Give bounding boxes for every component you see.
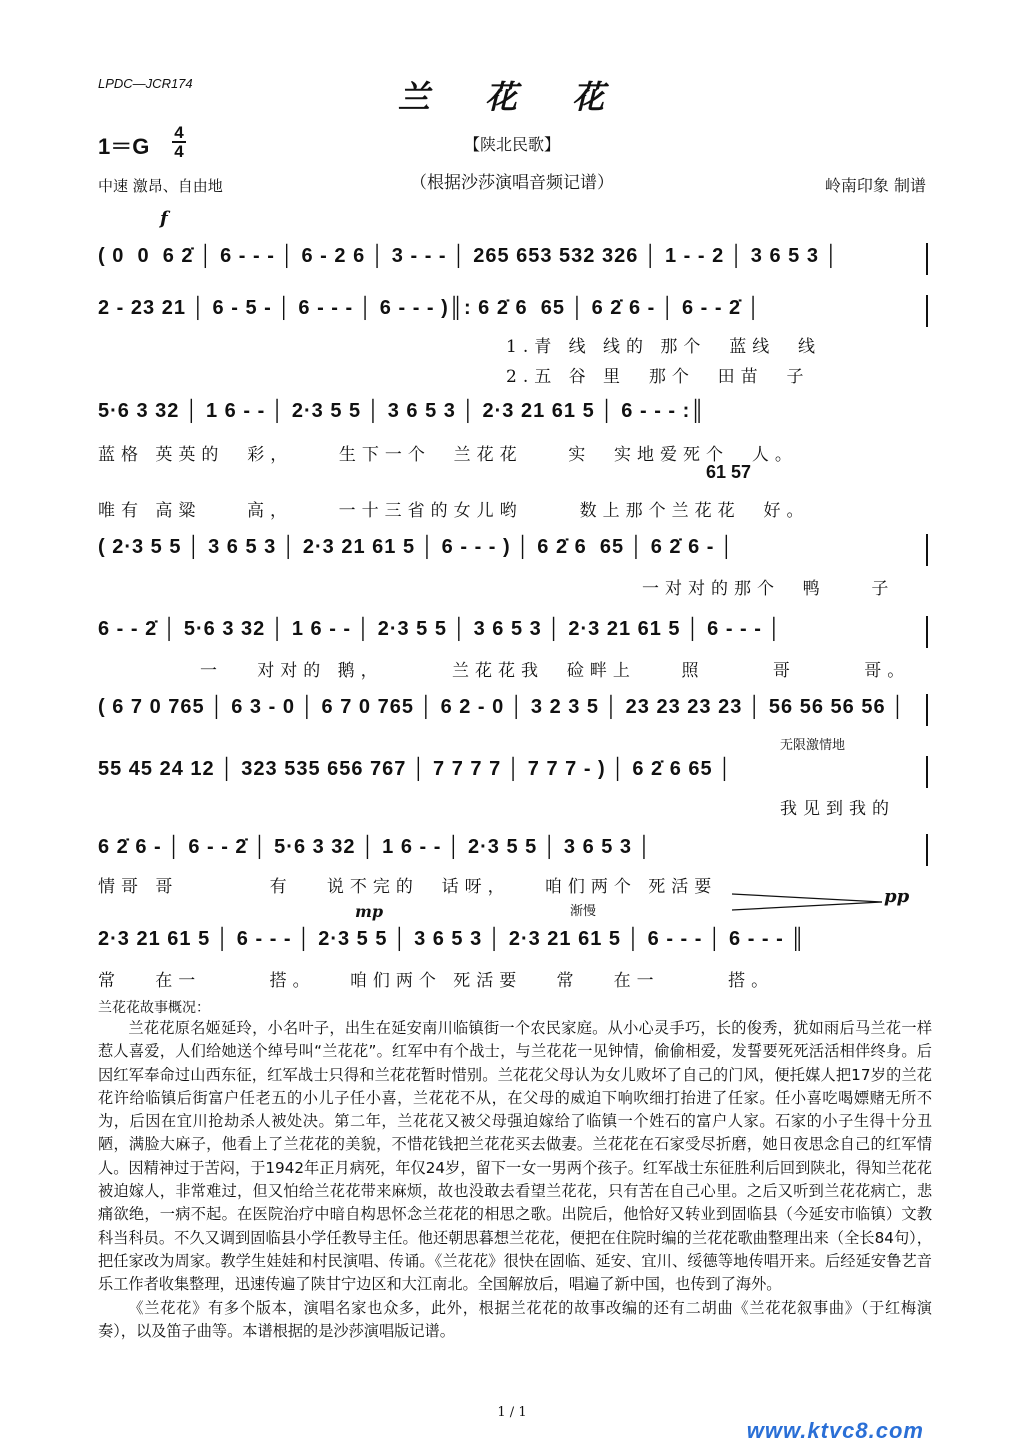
score-line-1 <box>98 245 928 275</box>
notation-line: 2 - 23 21 │ 6 - 5 - │ 6 - - - │ 6 - - - )║: 6 2̇ 6 65 │ 6 2̇ 6 - │ 6 - - 2̇ │ <box>98 297 762 319</box>
notation-line: ( 6 7 0 765 │ 6 3 - 0 │ 6 7 0 765 │ 6 2 - 0 │ 3 2 3 5 │ 23 23 23 23 │ 56 56 56 56 │ <box>98 696 906 718</box>
lyrics-verse3-b: 一 对对的 鹅， 兰花花我 硷畔上 照 哥 哥。 <box>200 661 911 681</box>
lyrics-verse1-b: 蓝格 英英的 彩， 生下一个 兰花花 实 实地爱死个 人。 <box>98 445 798 465</box>
lyrics-verse4-a: 我见到我的 <box>780 799 895 819</box>
score-line-6 <box>98 696 928 726</box>
notation-line: 5·6 3 32 │ 1 6 - - │ 2·3 5 5 │ 3 6 5 3 │ 2·3 21 61 5 │ 6 - - - :║ <box>98 400 706 422</box>
variant-notes: 61 57 <box>706 462 752 482</box>
expression-free: 无限激情地 <box>780 738 846 753</box>
score-code: LPDC—JCR174 <box>98 76 193 91</box>
notation-line: 55 45 24 12 │ 323 535 656 767 │ 7 7 7 7 │ 7 7 7 - ) │ 6 2̇ 6 65 │ <box>98 758 733 780</box>
story-heading: 兰花花故事概况： <box>98 1000 210 1016</box>
genre-label: 【陕北民歌】 <box>463 135 560 154</box>
story-body <box>98 1017 932 1343</box>
lyrics-verse4-b: 情哥 哥 有 说不完的 话呀， 咱们两个 死活要 <box>98 877 718 897</box>
score-line-5 <box>98 618 928 648</box>
score-line-3 <box>98 400 928 430</box>
dynamic-f: f <box>160 208 168 229</box>
lyrics-verse1-a: 1.青 线 线的 那个 蓝线 线 <box>506 337 822 357</box>
source-note: （根据沙莎演唱音频记谱） <box>410 173 614 193</box>
arranger-credit: 岭南印象 制谱 <box>824 176 926 195</box>
page-title: 兰 花 花 <box>397 78 627 116</box>
score-line-9 <box>98 928 928 958</box>
lyrics-verse2-a: 2.五 谷 里 那个 田苗 子 <box>506 367 810 387</box>
notation-line: 2·3 21 61 5 │ 6 - - - │ 2·3 5 5 │ 3 6 5 3 │ 2·3 21 61 5 │ 6 - - - │ 6 - - - ║ <box>98 928 806 950</box>
expression-slow: 渐慢 <box>570 904 597 919</box>
page-number: 1 / 1 <box>497 1405 527 1420</box>
tempo-marking: 中速 激昂、自由地 <box>98 177 223 195</box>
score-line-4 <box>98 536 928 566</box>
lyrics-verse3-a: 一对对的那个 鸭 子 <box>642 579 895 599</box>
meter-top: 4 <box>174 123 184 142</box>
story-paragraph: 《兰花花》有多个版本，演唱名家也众多，此外，根据兰花花的故事改编的还有二胡曲《兰花花叙事曲》（于红梅演奏），以及笛子曲等。本谱根据的是沙莎演唱版记谱。 <box>98 1298 932 1340</box>
score-line-7 <box>98 758 928 788</box>
story-paragraph: 兰花花原名姬延玲，小名叶子，出生在延安南川临镇街一个农民家庭。从小心灵手巧，长的俊秀，犹如雨后马兰花一样惹人喜爱，人们给她送个绰号叫“兰花花”。红军中有个战士，与兰花花一见钟情，偷偷相爱，发誓要死死活活相伴终身。后因红军奉命过山西东征，红军战士只得和兰花花暂时惜别。兰花花父母认为女儿败坏了自己的门风，便托媒人把17岁的兰花花许给临镇后街富户任老五的小儿子任小喜，兰花花不从，在父母的威迫下响吹细打抬进了任家。任小喜吃喝嫖赌无所不为，后因在宜川抢劫杀人被处决。第二年，兰花花又被父母强迫嫁给了临镇一个姓石的富户人家。石家的小子生得十分丑陋，满脸大麻子，他看上了兰花花的美貌，不惜花钱把兰花花买去做妻。兰花花在石家受尽折磨，她日夜思念自己的红军情人。因精神过于苦闷，于1942年正月病死，年仅24岁，留下一女一男两个孩子。红军战士东征胜利后回到陕北，得知兰花花被迫嫁人，非常难过，但又怕给兰花花带来麻烦，故也没敢去看望兰花花，只有苦在自己心里。之后又听到兰花花病亡，悲痛欲绝，一病不起。在医院治疗中暗自构思怀念兰花花的相思之歌。出院后，他恰好又转业到固临县（今延安市临镇）文教科当科员。不久又调到固临县小学任教导主任。他还朝思暮想兰花花，便把在住院时编的兰花花歌曲整理出来（全长84句），把任家改为周家。教学生娃娃和村民演唱、传诵。《兰花花》很快在固临、延安、宜川、绥德等地传唱开来。后经延安鲁艺音乐工作者收集整理，迅速传遍了陕甘宁边区和大江南北。全国解放后，唱遍了新中国，也传到了海外。 <box>98 1019 932 1294</box>
score-line-8 <box>98 836 928 866</box>
diminuendo-hairpin <box>732 890 882 916</box>
lyrics-verse4-c: 常 在一 搭。 咱们两个 死活要 常 在一 搭。 <box>98 971 775 991</box>
notation-line: ( 2·3 5 5 │ 3 6 5 3 │ 2·3 21 61 5 │ 6 - - - ) │ 6 2̇ 6 65 │ 6 2̇ 6 - │ <box>98 536 735 558</box>
meter-bottom: 4 <box>174 142 184 161</box>
notation-line: ( 0 0 6 2̇ │ 6 - - - │ 6 - 2 6 │ 3 - - - │ 265 653 532 326 │ 1 - - 2 │ 3 6 5 3 │ <box>98 245 840 267</box>
lyrics-verse2-b: 唯有 高粱 高， 一十三省的女儿哟 数上那个兰花花 好。 <box>98 501 810 521</box>
key-signature: 1＝G <box>98 134 150 159</box>
dynamic-mp: mp <box>355 902 384 921</box>
score-line-2 <box>98 297 928 327</box>
notation-line: 6 2̇ 6 - │ 6 - - 2̇ │ 5·6 3 32 │ 1 6 - - │ 2·3 5 5 │ 3 6 5 3 │ <box>98 836 653 858</box>
dynamic-pp: pp <box>884 886 910 907</box>
notation-line: 6 - - 2̇ │ 5·6 3 32 │ 1 6 - - │ 2·3 5 5 │ 3 6 5 3 │ 2·3 21 61 5 │ 6 - - - │ <box>98 618 782 640</box>
watermark: www.ktvc8.com <box>746 1418 924 1443</box>
